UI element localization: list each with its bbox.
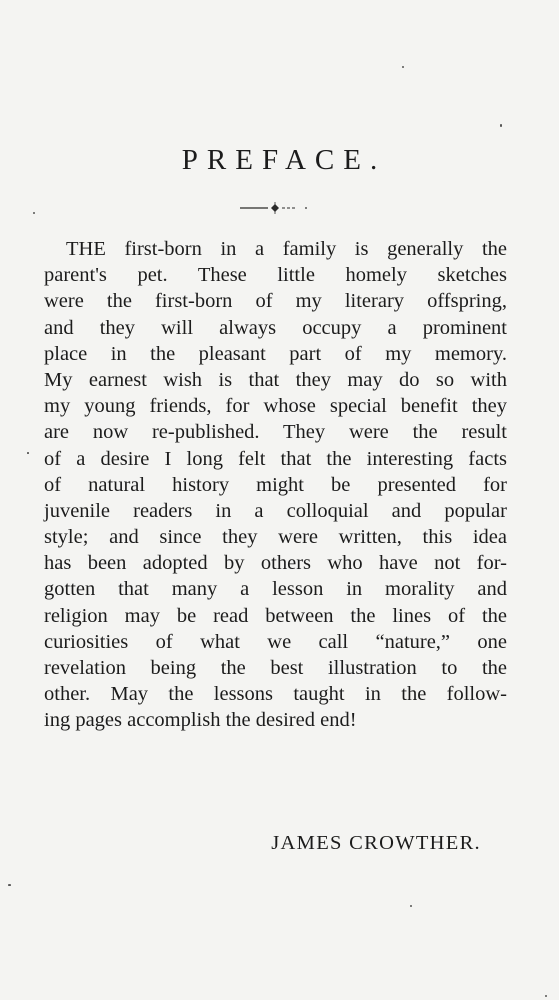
preface-body bbox=[44, 236, 507, 734]
text-line: revelation being the best illustration to the bbox=[44, 657, 507, 679]
text-line: of natural history might be presented for bbox=[44, 473, 507, 496]
text-line: gotten that many a lesson in morality and bbox=[44, 578, 507, 601]
text-line: were the first-born of my literary offspring, bbox=[44, 290, 507, 313]
scan-speck bbox=[545, 995, 547, 997]
signature: JAMES CROWTHER. bbox=[271, 832, 481, 854]
text-line: has been adopted by others who have not for- bbox=[44, 552, 507, 575]
ornament-divider bbox=[240, 198, 310, 218]
text-line: my young friends, for whose special benefit they bbox=[44, 395, 507, 418]
scan-speck bbox=[27, 452, 29, 454]
page-title: PREFACE. bbox=[181, 144, 387, 176]
scan-speck bbox=[8, 884, 11, 886]
text-line: religion may be read between the lines of the bbox=[44, 604, 507, 627]
text-line: THE first-born in a family is generally the bbox=[66, 238, 507, 260]
text-line: style; and since they were written, this idea bbox=[44, 526, 507, 549]
text-line: curiosities of what we call “nature,” one bbox=[44, 630, 507, 653]
scan-speck bbox=[500, 124, 502, 127]
text-line: of a desire I long felt that the interesting facts bbox=[44, 447, 507, 470]
scan-speck bbox=[402, 66, 404, 68]
text-line: other. May the lessons taught in the follow- bbox=[44, 683, 507, 706]
text-line: and they will always occupy a prominent bbox=[44, 316, 507, 339]
scan-speck bbox=[410, 905, 412, 907]
text-line: are now re-published. They were the result bbox=[44, 421, 507, 444]
text-line: parent's pet. These little homely sketches bbox=[44, 264, 507, 287]
text-line: My earnest wish is that they may do so with bbox=[44, 368, 507, 391]
scan-speck bbox=[33, 212, 35, 214]
text-line: juvenile readers in a colloquial and popular bbox=[44, 499, 507, 522]
text-line: place in the pleasant part of my memory. bbox=[44, 342, 507, 365]
text-line: ing pages accomplish the desired end! bbox=[44, 709, 357, 732]
